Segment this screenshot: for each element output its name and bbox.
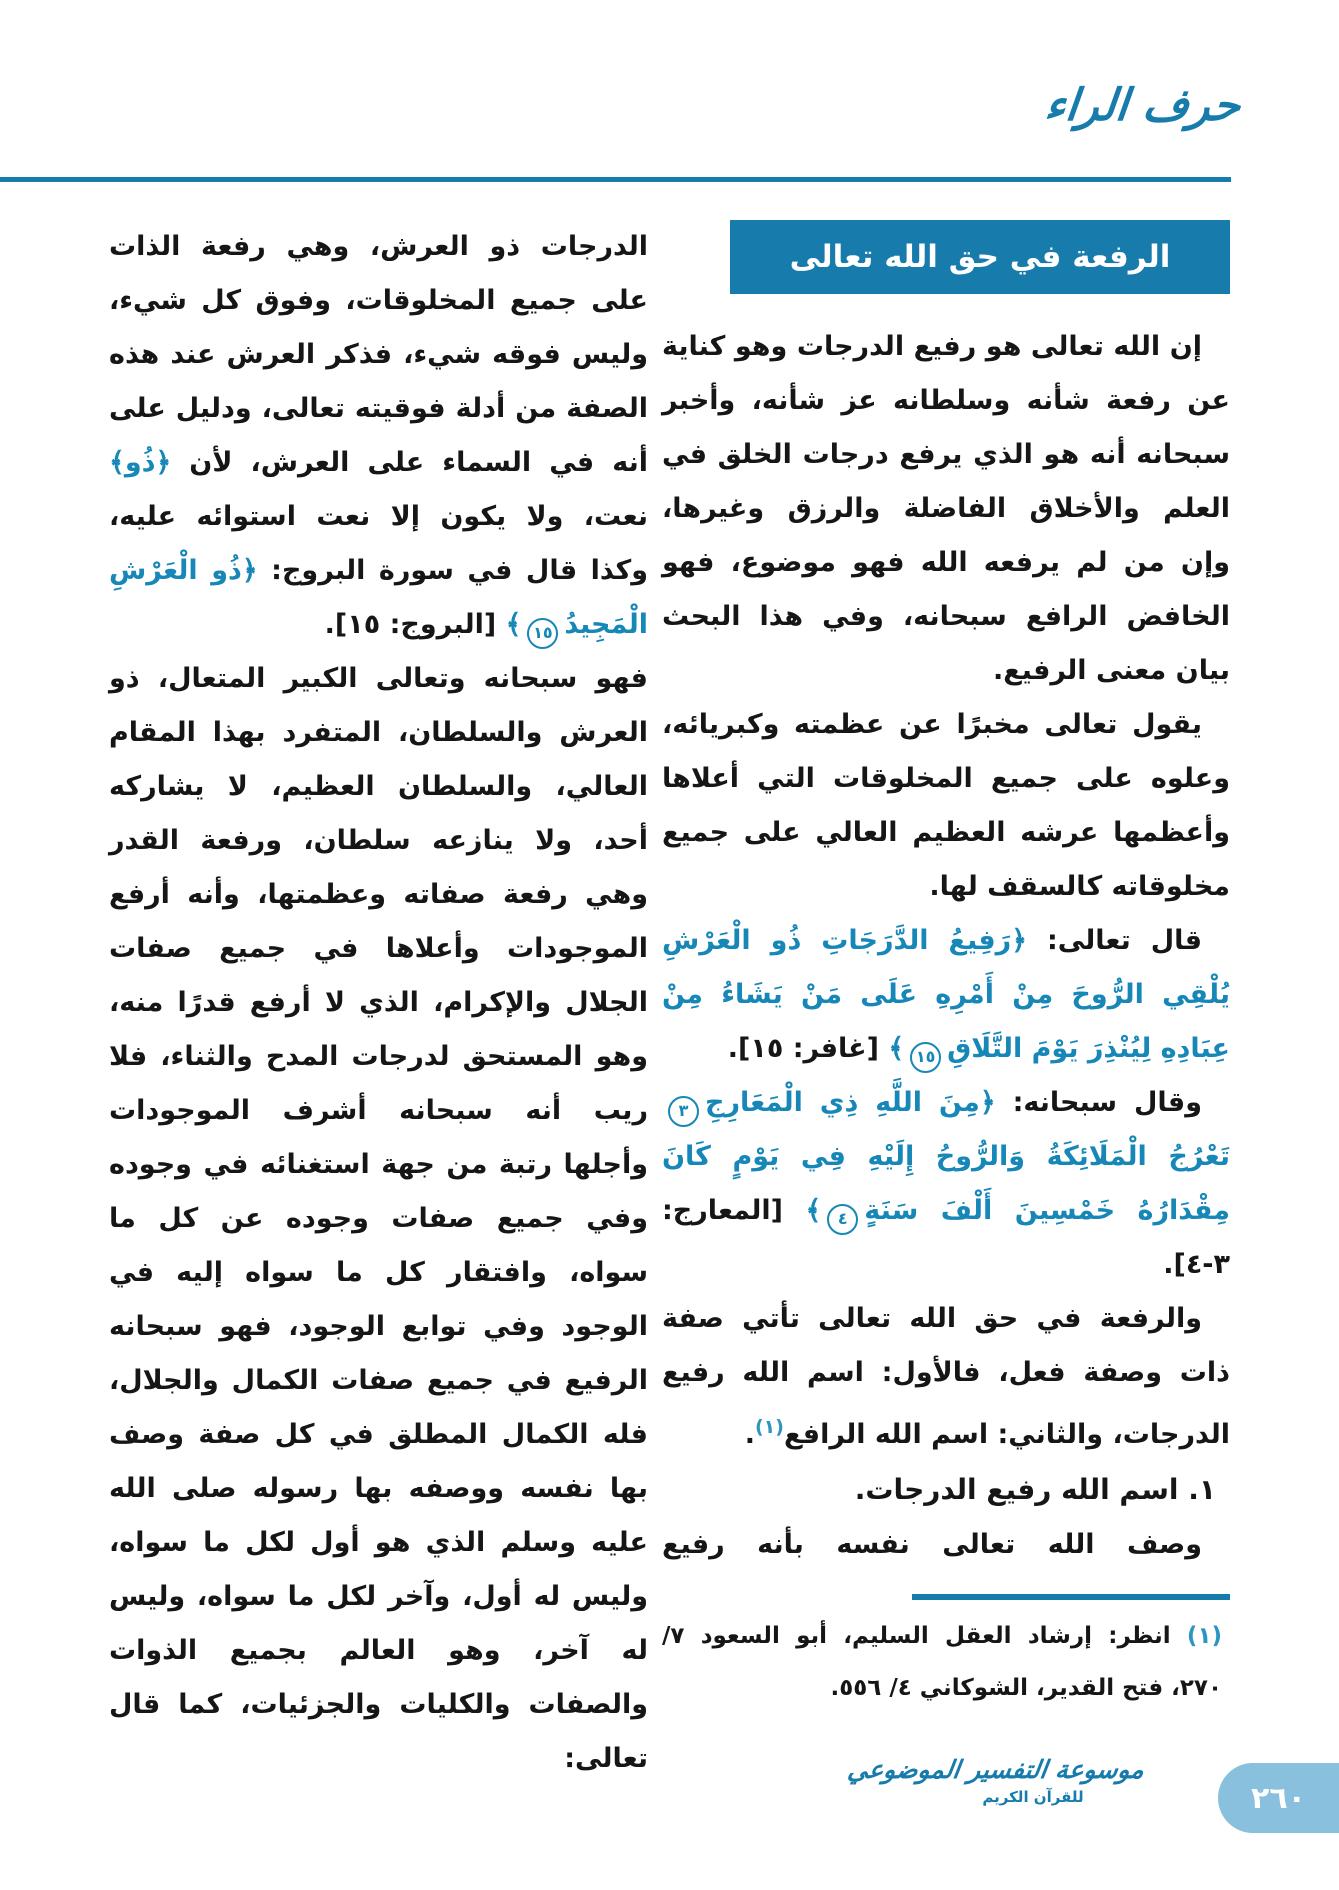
- paragraph-with-verse: [109, 220, 648, 652]
- quran-verse-text: ﴿ذُو الْعَرْشِ الْمَجِيدُ: [109, 555, 648, 640]
- column-right: [662, 220, 1230, 1714]
- quran-verse-text: ﴿مِنَ اللَّهِ ذِي الْمَعَارِجِ: [705, 1087, 996, 1118]
- paragraph-text: والرفعة في حق الله تعالى تأتي صفة ذات وصفة فعل، فالأول: اسم الله رفيع الدرجات، والثاني: اسم الله الرافع: [662, 1303, 1230, 1450]
- ayah-number-badge: ٤: [827, 1204, 858, 1235]
- paragraph: وصف الله تعالى نفسه بأنه رفيع: [662, 1529, 1202, 1560]
- page-number-pill: ٢٦٠: [1218, 1763, 1339, 1833]
- footnote: [662, 1610, 1230, 1714]
- ayah-number-badge: ١٥: [910, 1042, 941, 1073]
- quran-verse-text: تَعْرُجُ الْمَلَائِكَةُ وَالرُّوحُ إِلَيْهِ فِي يَوْمٍ كَانَ مِقْدَارُهُ خَمْسِينَ أَلْفَ سَنَةٍ: [662, 1141, 1230, 1226]
- quran-inline-word: ﴿ذُو﴾: [109, 447, 172, 478]
- paragraph-with-verse: [662, 914, 1230, 1076]
- ayah-number-badge: ٣: [668, 1096, 699, 1127]
- verse-close-ornament: ﴾: [888, 1033, 905, 1064]
- chapter-header-calligraphy: حرف الراء: [1042, 80, 1243, 131]
- footnote-separator: [912, 1594, 1230, 1600]
- verse-reference: [البروج: ١٥].: [324, 609, 506, 640]
- two-column-text-area: [109, 220, 1230, 1786]
- paragraph-text: الدرجات ذو العرش، وهي رفعة الذات على جميع المخلوقات، وفوق كل شيء، وليس فوقه شيء، فذكر العرش عند هذه الصفة من أدلة فوقيته تعالى، ودليل على أنه في السماء على العرش، لأن: [109, 231, 648, 478]
- footnote-number: (١): [1186, 1623, 1222, 1649]
- paragraph: يقول تعالى مخبرًا عن عظمته وكبريائه، وعلوه على جميع المخلوقات التي أعلاها وأعظمها عرشه العظيم العالي على جميع مخلوقاته كالسقف لها.: [662, 709, 1230, 902]
- subsection-heading: ١. اسم الله رفيع الدرجات.: [854, 1473, 1216, 1506]
- paragraph: [662, 1292, 1230, 1462]
- verse-reference: [غافر: ١٥].: [727, 1033, 889, 1064]
- footnote-marker-superscript: (١): [754, 1416, 784, 1438]
- publisher-logo-subtitle: للقرآن الكريم: [982, 1787, 1084, 1806]
- quran-verse-text: ﴿رَفِيعُ الدَّرَجَاتِ ذُو الْعَرْشِ يُلْقِي الرُّوحَ مِنْ أَمْرِهِ عَلَى مَنْ يَشَاءُ مِنْ عِبَادِهِ لِيُنْذِرَ يَوْمَ التَّلَاقِ: [662, 925, 1230, 1064]
- paragraph-with-verse: [662, 1076, 1230, 1292]
- verse-intro: قال تعالى:: [1027, 925, 1202, 956]
- paragraph: إن الله تعالى هو رفيع الدرجات وهو كناية عن رفعة شأنه وسلطانه عز شأنه، وأخبر سبحانه أنه هو الذي يرفع درجات الخلق في العلم والأخلاق الفاضلة والرزق وغيرها، وإن من لم يرفعه الله فهو موضوع، فهو الخافض الرافع سبحانه، وفي هذا البحث بيان معنى الرفيع.: [662, 331, 1230, 686]
- paragraph-text: .: [744, 1419, 755, 1450]
- paragraph-text: نعت، ولا يكون إلا نعت استوائه عليه، وكذا قال في سورة البروج:: [109, 501, 648, 586]
- publisher-logo: [845, 1755, 1147, 1806]
- ayah-number-badge: ١٥: [527, 618, 558, 649]
- paragraph: فهو سبحانه وتعالى الكبير المتعال، ذو العرش والسلطان، المتفرد بهذا المقام العالي، والسلطان العظيم، لا يشاركه أحد، ولا ينازعه سلطان، ورفعة القدر وهي رفعة صفاته وعظمتها، وأنه أرفع الموجودات وأعلاها في جميع صفات الجلال والإكرام، الذي لا أرفع قدرًا منه، وهو المستحق لدرجات المدح والثناء، فلا ريب أنه سبحانه أشرف الموجودات وأجلها رتبة من جهة استغنائه في وجوده وفي جميع صفات وجوده عن كل ما سواه، وافتقار كل ما سواه إليه في الوجود وفي توابع الوجود، فهو سبحانه الرفيع في جميع صفات الكمال والجلال، فله الكمال المطلق في كل صفة وصف بها نفسه ووصفه بها رسوله صلى الله عليه وسلم الذي هو أول لكل ما سواه، وليس له أول، وآخر لكل ما سواه، وليس له آخر، وهو العالم بجميع الذوات والصفات والكليات والجزئيات، كما قال تعالى:: [109, 663, 648, 1774]
- header-rule: [0, 177, 1231, 182]
- publisher-logo-title: موسوعة التفسير الموضوعي: [845, 1755, 1147, 1784]
- section-title-box: الرفعة في حق الله تعالى: [730, 220, 1230, 294]
- footnote-text: انظر: إرشاد العقل السليم، أبو السعود ٧/ ٢٧٠، فتح القدير، الشوكاني ٤/ ٥٥٦.: [662, 1623, 1222, 1701]
- verse-close-ornament: ﴾: [805, 1195, 822, 1226]
- verse-reference: [المعارج: ٣-٤].: [662, 1195, 1230, 1280]
- column-left: [109, 220, 648, 1786]
- verse-intro: وقال سبحانه:: [995, 1087, 1202, 1118]
- verse-close-ornament: ﴾: [505, 609, 522, 640]
